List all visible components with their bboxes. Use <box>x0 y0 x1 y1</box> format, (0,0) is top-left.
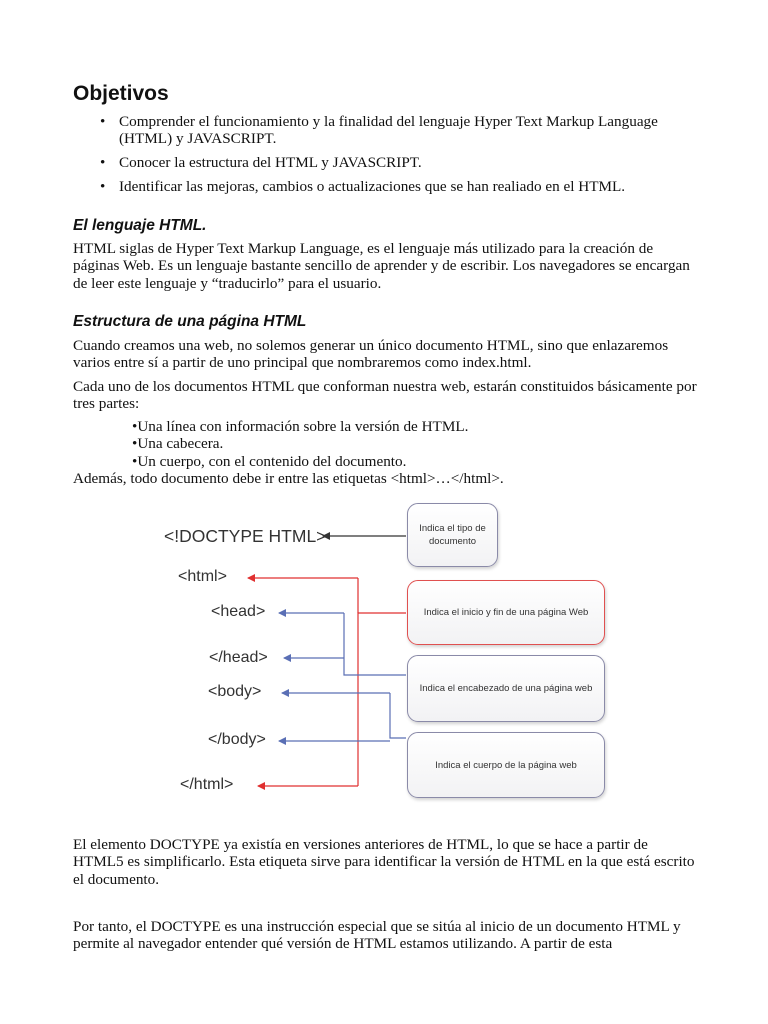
doctype-description-box: Indica el tipo de documento <box>407 503 498 567</box>
body-description-box: Indica el cuerpo de la página web <box>407 732 605 798</box>
objectives-heading: Objetivos <box>73 82 169 105</box>
html-open-tag: <html> <box>178 568 227 585</box>
structure-closing-paragraph: Además, todo documento debe ir entre las etiquetas <html>…</html>. <box>73 470 504 487</box>
list-item: • Comprender el funcionamiento y la finalidad del lenguaje Hyper Text Markup Language (HTML) y JAVASCRIPT. <box>73 113 693 147</box>
list-item: • Identificar las mejoras, cambios o actualizaciones que se han realiado en el HTML. <box>73 178 693 195</box>
html-language-heading: El lenguaje HTML. <box>73 217 207 234</box>
list-item: • Una línea con información sobre la versión de HTML. <box>132 418 468 435</box>
body-close-tag: </body> <box>208 731 266 748</box>
head-description-box: Indica el encabezado de una página web <box>407 655 605 722</box>
html-close-tag: </html> <box>180 776 234 793</box>
list-item: • Una cabecera. <box>132 435 468 452</box>
doctype-tag: <!DOCTYPE HTML> <box>164 526 327 546</box>
head-connector <box>344 613 406 675</box>
html-structure-diagram <box>155 498 615 808</box>
html-connector <box>358 613 406 786</box>
html-description-box: Indica el inicio y fin de una página Web <box>407 580 605 645</box>
list-item: • Un cuerpo, con el contenido del documento. <box>132 453 468 470</box>
structure-paragraph-1: Cuando creamos una web, no solemos generar un único documento HTML, sino que enlazaremos varios entre sí a partir de uno principal que nombraremos como index.html. <box>73 337 669 372</box>
structure-paragraph-2: Cada uno de los documentos HTML que conforman nuestra web, estarán constituidos básicamente por tres partes: <box>73 378 697 413</box>
doctype-paragraph-1: El elemento DOCTYPE ya existía en versiones anteriores de HTML, lo que se hace a partir de HTML5 es simplificarlo. Esta etiqueta sirve para identificar la versión de HTML en la que está escrito el documento. <box>73 836 695 888</box>
page-structure-heading: Estructura de una página HTML <box>73 313 307 330</box>
html-language-paragraph: HTML siglas de Hyper Text Markup Language, es el lenguaje más utilizado para la creación de páginas Web. Es un lenguaje bastante sencillo de aprender y de escribir. Los navegadores se encargan de leer este lenguaje y “traducirlo” para el usuario. <box>73 240 690 292</box>
head-open-tag: <head> <box>211 603 266 620</box>
doctype-paragraph-2: Por tanto, el DOCTYPE es una instrucción especial que se sitúa al inicio de un documento HTML y permite al navegador entender qué versión de HTML estamos utilizando. A partir de esta <box>73 918 681 953</box>
body-connector <box>390 693 406 738</box>
structure-parts-list <box>132 418 468 470</box>
body-open-tag: <body> <box>208 683 262 700</box>
head-close-tag: </head> <box>209 649 268 666</box>
objectives-list <box>73 113 693 202</box>
list-item: • Conocer la estructura del HTML y JAVASCRIPT. <box>73 154 693 171</box>
